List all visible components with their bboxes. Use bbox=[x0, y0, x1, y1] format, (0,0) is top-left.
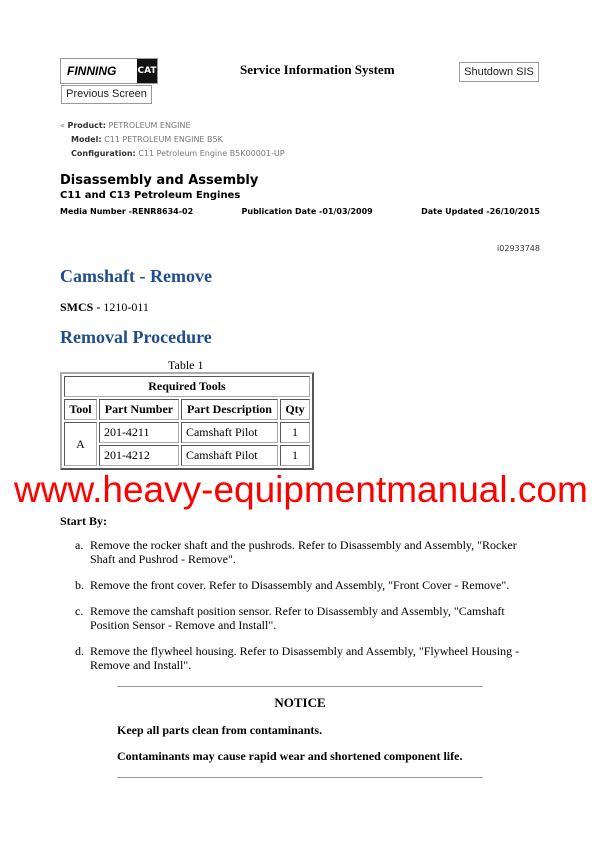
table-row bbox=[64, 445, 310, 466]
shutdown-button[interactable]: Shutdown SIS bbox=[459, 62, 539, 82]
start-by-label: Start By: bbox=[60, 514, 107, 528]
procedure-heading: Removal Procedure bbox=[60, 327, 212, 347]
required-tools-table bbox=[60, 372, 314, 470]
collapse-icon[interactable]: « bbox=[60, 121, 65, 130]
watermark: www.heavy-equipmentmanual.com bbox=[14, 469, 588, 510]
product-line: « Product: PETROLEUM ENGINE bbox=[60, 121, 191, 130]
divider bbox=[117, 777, 483, 778]
tool-cell: A bbox=[64, 422, 97, 466]
header-cell: Qty bbox=[280, 399, 310, 420]
step-item: c. Remove the camshaft position sensor. Refer to Disassembly and Assembly, "Camshaft Position Sensor - Remove and Install". bbox=[75, 604, 505, 632]
publication-date: Publication Date -01/03/2009 bbox=[241, 207, 373, 216]
cell: Camshaft Pilot bbox=[181, 422, 278, 443]
notice-text: Keep all parts clean from contaminants. bbox=[117, 723, 323, 737]
step-item: a. Remove the rocker shaft and the pushrods. Refer to Disassembly and Assembly, "Rocker Shaft and Pushrod - Remove". bbox=[75, 538, 517, 566]
cell: Camshaft Pilot bbox=[181, 445, 278, 466]
notice-text: Contaminants may cause rapid wear and shortened component life. bbox=[117, 749, 463, 763]
doc-id: i02933748 bbox=[497, 244, 540, 253]
finning-cat-logo: FINNING CAT bbox=[60, 58, 158, 84]
document-body bbox=[14, 119, 588, 778]
table-caption: Table 1 bbox=[168, 358, 204, 372]
app-title: Service Information System bbox=[240, 62, 395, 77]
cell: 201-4212 bbox=[99, 445, 179, 466]
step-item: d. Remove the flywheel housing. Refer to Disassembly and Assembly, "Flywheel Housing - Remove and Install". bbox=[75, 644, 520, 672]
header-cell: Tool bbox=[64, 399, 97, 420]
date-updated: Date Updated -26/10/2015 bbox=[421, 207, 540, 216]
config-line: Configuration: C11 Petroleum Engine B5K00001-UP bbox=[71, 149, 285, 158]
model-line: Model: C11 PETROLEUM ENGINE B5K bbox=[71, 135, 223, 144]
table-row bbox=[64, 422, 310, 443]
divider bbox=[117, 686, 483, 687]
cell: 1 bbox=[280, 422, 310, 443]
table-title: Required Tools bbox=[64, 376, 310, 397]
previous-screen-button[interactable]: Previous Screen bbox=[61, 85, 152, 104]
media-row bbox=[60, 206, 540, 218]
page-heading: Camshaft - Remove bbox=[60, 266, 212, 286]
step-item: b. Remove the front cover. Refer to Disassembly and Assembly, "Front Cover - Remove". bbox=[75, 578, 510, 592]
cell: 1 bbox=[280, 445, 310, 466]
doc-subtitle: C11 and C13 Petroleum Engines bbox=[60, 190, 241, 201]
header-cell: Part Number bbox=[99, 399, 179, 420]
smcs: SMCS - 1210-011 bbox=[60, 300, 149, 314]
cell: 201-4211 bbox=[99, 422, 179, 443]
notice-title: NOTICE bbox=[274, 695, 326, 710]
media-number: Media Number -RENR8634-02 bbox=[60, 207, 194, 216]
doc-title: Disassembly and Assembly bbox=[60, 173, 259, 188]
header-cell: Part Description bbox=[181, 399, 278, 420]
